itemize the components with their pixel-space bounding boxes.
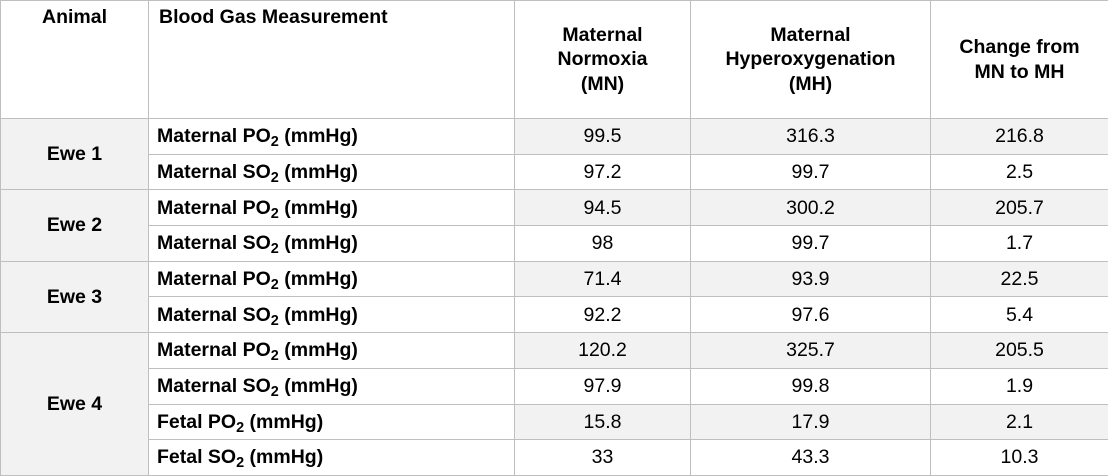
table-row bbox=[1, 154, 1108, 190]
header-row bbox=[1, 1, 1108, 119]
measurement-subscript: 2 bbox=[270, 241, 279, 258]
value-cell-change: 10.3 bbox=[931, 440, 1108, 476]
table-body bbox=[1, 119, 1108, 476]
measurement-unit: (mmHg) bbox=[278, 303, 358, 326]
column-header-maternal-normoxia bbox=[515, 1, 691, 119]
column-header-mn-line1: Maternal bbox=[562, 23, 643, 46]
measurement-unit: (mmHg) bbox=[278, 339, 358, 362]
measurement-subscript: 2 bbox=[236, 419, 245, 436]
value-cell-mn: 92.2 bbox=[515, 297, 691, 333]
column-header-measurement: Blood Gas Measurement bbox=[149, 1, 515, 119]
value-cell-change: 205.5 bbox=[931, 333, 1108, 369]
value-cell-mh: 93.9 bbox=[691, 261, 931, 297]
column-header-change-line1: Change from bbox=[959, 36, 1080, 59]
value-cell-mh: 99.8 bbox=[691, 368, 931, 404]
table-row bbox=[1, 333, 1108, 369]
table-row bbox=[1, 190, 1108, 226]
value-cell-change: 205.7 bbox=[931, 190, 1108, 226]
measurement-label: Maternal PO bbox=[157, 267, 271, 290]
measurement-cell bbox=[149, 154, 515, 190]
measurement-subscript: 2 bbox=[236, 455, 245, 472]
measurement-unit: (mmHg) bbox=[278, 267, 358, 290]
measurement-subscript: 2 bbox=[270, 169, 279, 186]
column-header-mh-line1: Maternal bbox=[770, 23, 851, 46]
measurement-cell bbox=[149, 261, 515, 297]
measurement-cell bbox=[149, 368, 515, 404]
value-cell-mh: 99.7 bbox=[691, 226, 931, 262]
value-cell-mh: 97.6 bbox=[691, 297, 931, 333]
measurement-subscript: 2 bbox=[270, 384, 279, 400]
table-row bbox=[1, 119, 1108, 155]
measurement-label: Maternal SO bbox=[157, 232, 271, 255]
measurement-unit: (mmHg) bbox=[278, 232, 358, 255]
column-header-change bbox=[931, 1, 1108, 119]
column-header-mh-line3: (MH) bbox=[788, 72, 833, 95]
value-cell-change: 216.8 bbox=[931, 119, 1108, 155]
measurement-label: Maternal PO bbox=[157, 196, 271, 219]
measurement-subscript: 2 bbox=[270, 276, 279, 293]
measurement-subscript: 2 bbox=[270, 134, 279, 151]
value-cell-mh: 300.2 bbox=[691, 190, 931, 226]
measurement-unit: (mmHg) bbox=[278, 196, 358, 219]
value-cell-mn: 97.2 bbox=[515, 154, 691, 190]
value-cell-change: 5.4 bbox=[931, 297, 1108, 333]
measurement-unit: (mmHg) bbox=[278, 374, 358, 397]
measurement-cell bbox=[149, 404, 515, 440]
table-header bbox=[1, 1, 1108, 119]
value-cell-mn: 97.9 bbox=[515, 368, 691, 404]
animal-cell: Ewe 4 bbox=[1, 333, 149, 476]
value-cell-change: 1.7 bbox=[931, 226, 1108, 262]
measurement-cell bbox=[149, 440, 515, 476]
value-cell-mn: 98 bbox=[515, 226, 691, 262]
table-row bbox=[1, 261, 1108, 297]
measurement-label: Fetal SO bbox=[157, 446, 237, 469]
column-header-change-line2: MN to MH bbox=[974, 60, 1065, 83]
measurement-label: Maternal PO bbox=[157, 339, 271, 362]
value-cell-mn: 33 bbox=[515, 440, 691, 476]
value-cell-mn: 99.5 bbox=[515, 119, 691, 155]
value-cell-change: 1.9 bbox=[931, 368, 1108, 404]
measurement-subscript: 2 bbox=[270, 312, 279, 329]
table-row bbox=[1, 226, 1108, 262]
measurement-cell bbox=[149, 226, 515, 262]
measurement-label: Maternal PO bbox=[157, 125, 271, 148]
value-cell-change: 2.1 bbox=[931, 404, 1108, 440]
column-header-mn-line3: (MN) bbox=[580, 72, 625, 95]
measurement-cell bbox=[149, 297, 515, 333]
measurement-label: Maternal SO bbox=[157, 303, 271, 326]
animal-cell: Ewe 2 bbox=[1, 190, 149, 261]
column-header-mn-line2: Normoxia bbox=[557, 48, 648, 71]
measurement-unit: (mmHg) bbox=[278, 160, 358, 183]
table-row bbox=[1, 297, 1108, 333]
measurement-label: Maternal SO bbox=[157, 374, 271, 397]
value-cell-change: 2.5 bbox=[931, 154, 1108, 190]
table-row bbox=[1, 404, 1108, 440]
measurement-label: Fetal PO bbox=[157, 410, 237, 433]
value-cell-mn: 15.8 bbox=[515, 404, 691, 440]
animal-cell: Ewe 1 bbox=[1, 119, 149, 190]
value-cell-mn: 94.5 bbox=[515, 190, 691, 226]
animal-cell: Ewe 3 bbox=[1, 261, 149, 332]
value-cell-change: 22.5 bbox=[931, 261, 1108, 297]
value-cell-mh: 325.7 bbox=[691, 333, 931, 369]
value-cell-mh: 99.7 bbox=[691, 154, 931, 190]
measurement-unit: (mmHg) bbox=[244, 410, 324, 433]
measurement-cell bbox=[149, 333, 515, 369]
value-cell-mn: 120.2 bbox=[515, 333, 691, 369]
measurement-subscript: 2 bbox=[270, 205, 279, 222]
column-header-mh-line2: Hyperoxygenation bbox=[725, 48, 896, 71]
value-cell-mh: 316.3 bbox=[691, 119, 931, 155]
measurement-cell bbox=[149, 190, 515, 226]
measurement-cell bbox=[149, 119, 515, 155]
table-row bbox=[1, 440, 1108, 476]
value-cell-mh: 17.9 bbox=[691, 404, 931, 440]
table-row bbox=[1, 368, 1108, 404]
value-cell-mh: 43.3 bbox=[691, 440, 931, 476]
value-cell-mn: 71.4 bbox=[515, 261, 691, 297]
measurement-unit: (mmHg) bbox=[244, 446, 324, 469]
column-header-animal: Animal bbox=[1, 1, 149, 119]
measurement-subscript: 2 bbox=[270, 348, 279, 365]
measurement-unit: (mmHg) bbox=[278, 125, 358, 148]
measurement-label: Maternal SO bbox=[157, 160, 271, 183]
column-header-maternal-hyperoxygenation bbox=[691, 1, 931, 119]
